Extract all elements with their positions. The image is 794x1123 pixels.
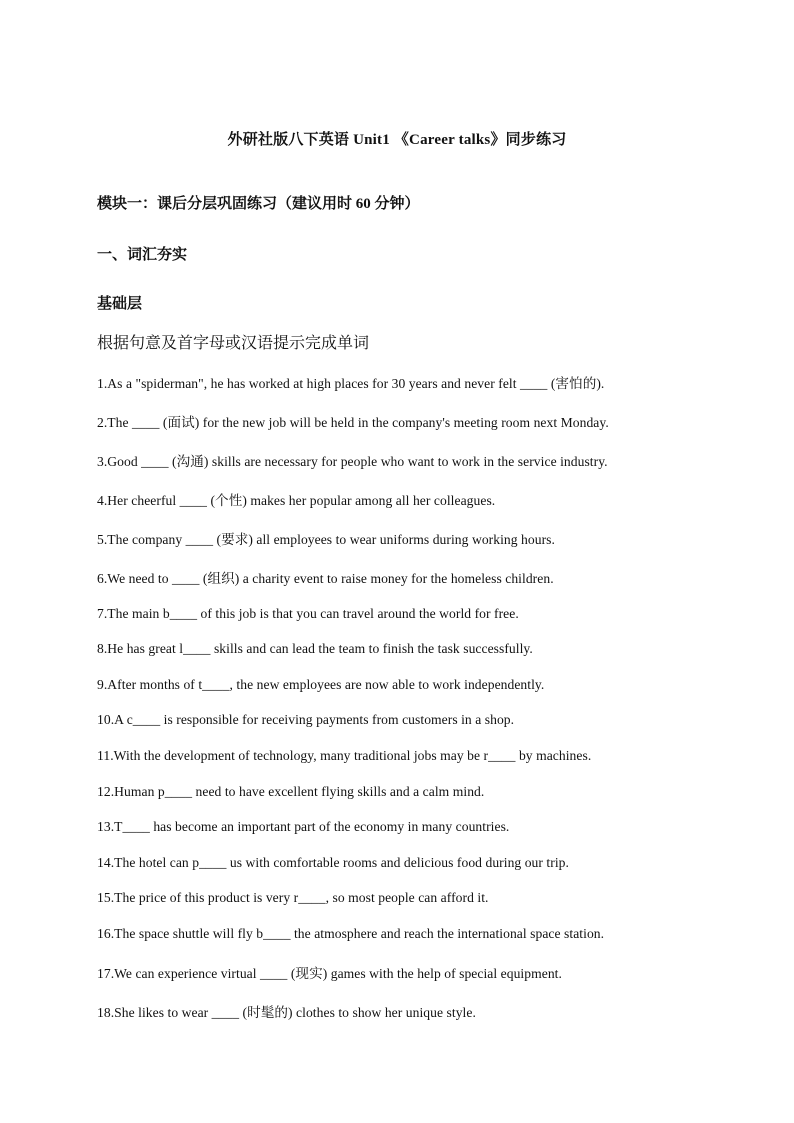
question-18: 18.She likes to wear ____ (时髦的) clothes to show her unique style. (97, 1005, 476, 1020)
question-12: 12.Human p____ need to have excellent flying skills and a calm mind. (97, 784, 485, 799)
question-6: 6.We need to ____ (组织) a charity event to raise money for the homeless children. (97, 571, 554, 586)
question-4: 4.Her cheerful ____ (个性) makes her popular among all her colleagues. (97, 493, 496, 508)
question-5: 5.The company ____ (要求) all employees to wear uniforms during working hours. (97, 532, 555, 547)
document-title: 外研社版八下英语 Unit1 《Career talks》同步练习 (227, 132, 567, 148)
module-heading: 模块一：课后分层巩固练习（建议用时 60 分钟） (97, 196, 420, 212)
question-13: 13.T____ has become an important part of the economy in many countries. (97, 819, 510, 834)
instruction-text: 根据句意及首字母或汉语提示完成单词 (97, 335, 370, 352)
question-2: 2.The ____ (面试) for the new job will be held in the company's meeting room next Monday. (97, 415, 609, 430)
question-3: 3.Good ____ (沟通) skills are necessary for people who want to work in the service industry. (97, 454, 608, 469)
question-14: 14.The hotel can p____ us with comfortable rooms and delicious food during our trip. (97, 855, 569, 870)
question-7: 7.The main b____ of this job is that you can travel around the world for free. (97, 606, 519, 621)
question-10: 10.A c____ is responsible for receiving payments from customers in a shop. (97, 712, 515, 727)
question-17: 17.We can experience virtual ____ (现实) games with the help of special equipment. (97, 966, 562, 981)
question-15: 15.The price of this product is very r____, so most people can afford it. (97, 890, 489, 905)
section-heading: 一、词汇夯实 (97, 247, 188, 263)
question-8: 8.He has great l____ skills and can lead the team to finish the task successfully. (97, 641, 533, 656)
level-heading: 基础层 (97, 296, 143, 312)
question-11: 11.With the development of technology, many traditional jobs may be r____ by machines. (97, 748, 592, 763)
question-16: 16.The space shuttle will fly b____ the atmosphere and reach the international space station. (97, 926, 605, 941)
question-1: 1.As a "spiderman", he has worked at high places for 30 years and never felt ____ (害怕的). (97, 376, 605, 391)
question-9: 9.After months of t____, the new employees are now able to work independently. (97, 677, 545, 692)
